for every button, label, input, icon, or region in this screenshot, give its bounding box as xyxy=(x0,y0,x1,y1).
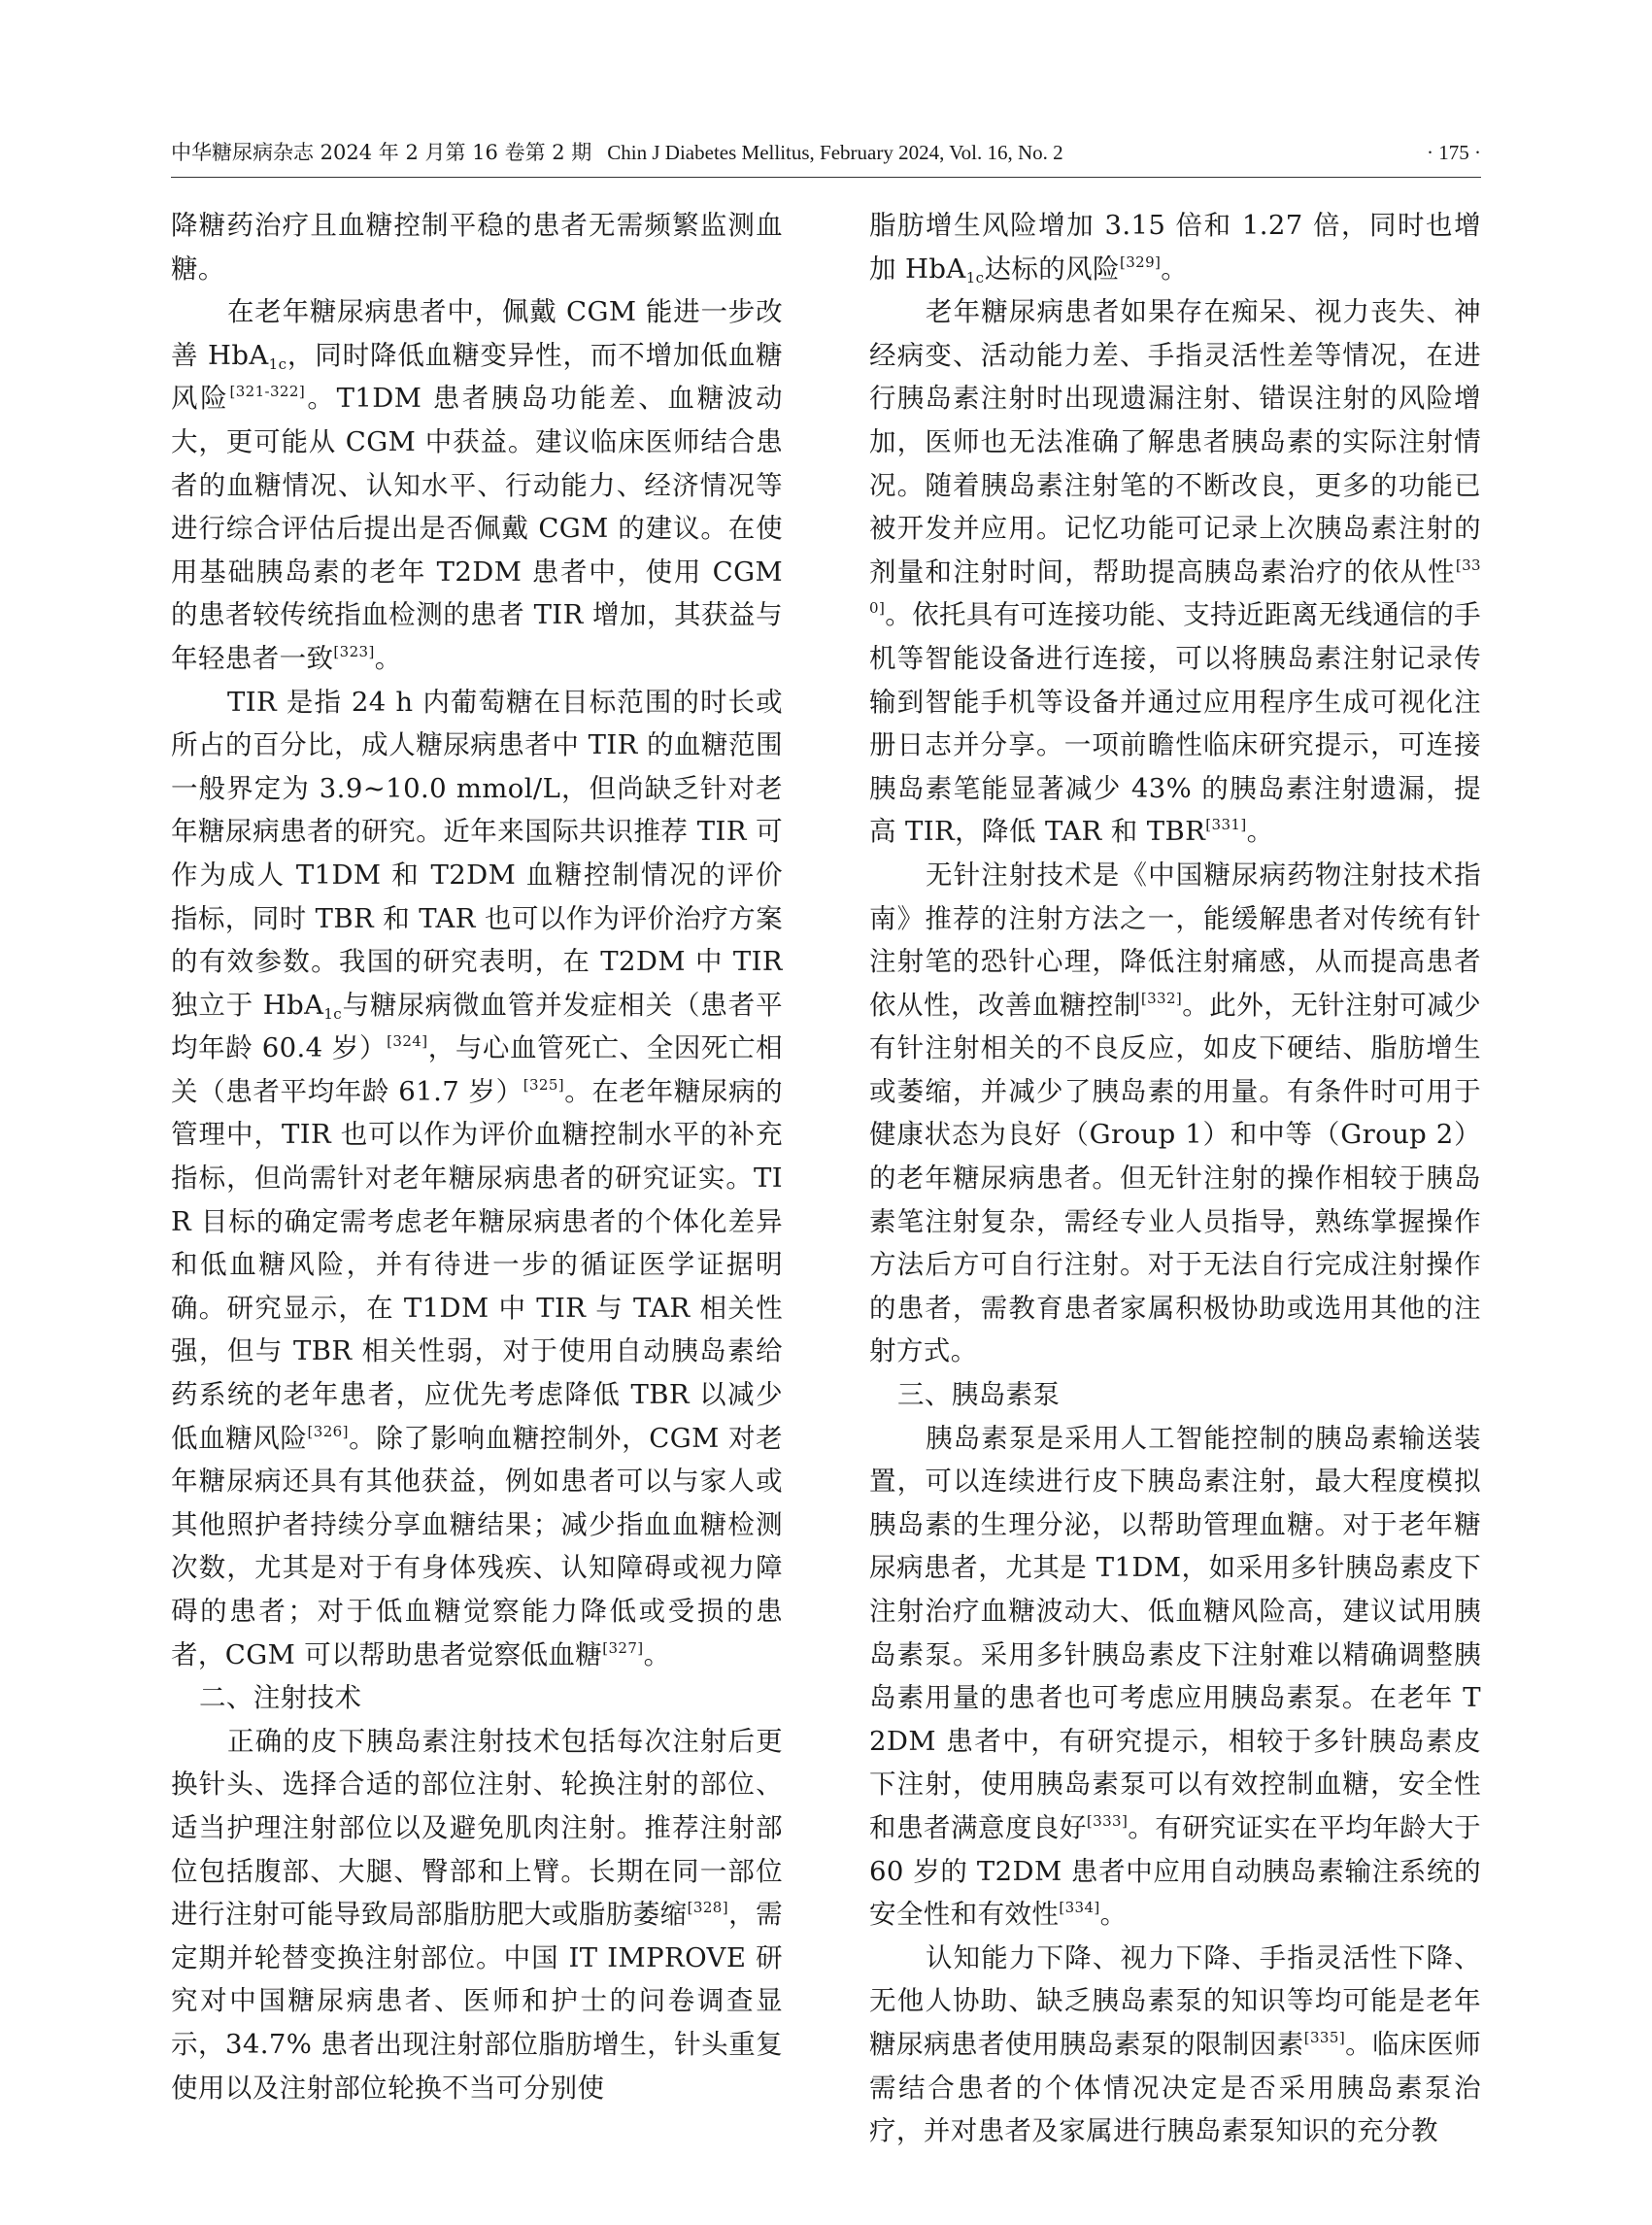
paragraph-text: 正确的皮下胰岛素注射技术包括每次注射后更换针头、选择合适的部位注射、轮换注射的部位、适当护理注射部位以及避免肌肉注射。推荐注射部位包括腹部、大腿、臀部和上臂。长期在同一部位进行注射可能导致局部脂肪肥大或脂肪萎缩 xyxy=(171,1725,783,1931)
paragraph xyxy=(171,204,783,290)
paragraph xyxy=(869,204,1481,290)
right-column xyxy=(869,204,1481,2156)
paragraph-text: 。T1DM 患者胰岛功能差、血糖波动大，更可能从 CGM 中获益。建议临床医师结合患者的血糖情况、认知水平、行动能力、经济情况等进行综合评估后提出是否佩戴 CGM 的建议。在使用基础胰岛素的老年 T2DM 患者中，使用 CGM 的患者较传统指血检测的患者 TIR 增加，其获益与年轻患者一致 xyxy=(171,383,783,674)
citation-ref[interactable]: [331] xyxy=(1205,816,1247,834)
paragraph xyxy=(171,290,783,680)
citation-ref[interactable]: [324] xyxy=(387,1032,428,1051)
paragraph xyxy=(869,1937,1481,2153)
paragraph-text: ，与心血管死亡、全因死亡相关（患者平均年龄 61.7 岁） xyxy=(171,1032,783,1107)
section-heading: 二、注射技术 xyxy=(199,1682,362,1714)
citation-ref[interactable]: [332] xyxy=(1140,989,1183,1007)
paragraph-text: 。有研究证实在平均年龄大于 60 岁的 T2DM 患者中应用自动胰岛素输注系统的安全性和有效性 xyxy=(869,1811,1481,1931)
journal-citation-cn: 中华糖尿病杂志 2024 年 2 月第 16 卷第 2 期 xyxy=(171,141,592,164)
paragraph-text: 胰岛素泵是采用人工智能控制的胰岛素输送装置，可以连续进行皮下胰岛素注射，最大程度模拟胰岛素的生理分泌，以帮助管理血糖。对于老年糖尿病患者，尤其是 T1DM，如采用多针胰岛素皮下注射治疗血糖波动大、低血糖风险高，建议试用胰岛素泵。采用多针胰岛素皮下注射难以精确调整胰岛素用量的患者也可考虑应用胰岛素泵。在老年 T2DM 患者中，有研究提示，相较于多针胰岛素皮下注射，使用胰岛素泵可以有效控制血糖，安全性和患者满意度良好 xyxy=(869,1422,1481,1843)
section-heading: 三、胰岛素泵 xyxy=(897,1379,1061,1411)
citation-ref[interactable]: [335] xyxy=(1303,2028,1346,2046)
paragraph-text: 。临床医师需结合患者的个体情况决定是否采用胰岛素泵治疗，并对患者及家属进行胰岛素泵知识的充分教 xyxy=(869,2028,1481,2147)
citation-ref[interactable]: [329] xyxy=(1119,253,1162,271)
page-number: · 175 · xyxy=(1427,141,1481,164)
left-column xyxy=(171,204,783,2156)
paragraph-text: 达标的风险 xyxy=(984,253,1120,285)
citation-ref[interactable]: [328] xyxy=(687,1899,729,1917)
paragraph xyxy=(869,854,1481,1373)
citation-ref[interactable]: [325] xyxy=(523,1075,565,1094)
paragraph-text: 。除了影响血糖控制外，CGM 对老年糖尿病还具有其他获益，例如患者可以与家人或其他照护者持续分享血糖结果；减少指血血糖检测次数，尤其是对于有身体残疾、认知障碍或视力障碍的患者；对于低血糖觉察能力降低或受损的患者，CGM 可以帮助患者觉察低血糖 xyxy=(171,1422,783,1670)
paragraph-text: 无针注射技术是《中国糖尿病药物注射技术指南》推荐的注射方法之一，能缓解患者对传统有针注射笔的恐针心理，降低注射痛感，从而提高患者依从性，改善血糖控制 xyxy=(869,859,1481,1021)
paragraph-text: 。此外，无针注射可减少有针注射相关的不良反应，如皮下硬结、脂肪增生或萎缩，并减少了胰岛素的用量。有条件时可用于健康状态为良好（Group 1）和中等（Group 2）的老年糖尿病患者。但无针注射的操作相较于胰岛素笔注射复杂，需经专业人员指导，熟练掌握操作方法后方可自行注射。对于无法自行完成注射操作的患者，需教育患者家属积极协助或选用其他的注射方式。 xyxy=(869,989,1481,1367)
paragraph-text: 与糖尿病微血管并发症相关（患者平均年龄 60.4 岁） xyxy=(171,989,783,1064)
citation-ref[interactable]: [323] xyxy=(333,642,375,660)
paragraph-text: ，需定期并轮替变换注射部位。中国 IT IMPROVE 研究对中国糖尿病患者、医师和护士的问卷调查显示，34.7% 患者出现注射部位脂肪增生，针头重复使用以及注射部位轮换不当可分别使 xyxy=(171,1899,783,2104)
paragraph-text: 降糖药治疗且血糖控制平稳的患者无需频繁监测血糖。 xyxy=(171,210,783,285)
paragraph-text: ，同时降低血糖变异性，而不增加低血糖风险 xyxy=(171,339,783,415)
paragraph-text: 老年糖尿病患者如果存在痴呆、视力丧失、神经病变、活动能力差、手指灵活性差等情况，在进行胰岛素注射时出现遗漏注射、错误注射的风险增加，医师也无法准确了解患者胰岛素的实际注射情况。随着胰岛素注射笔的不断改良，更多的功能已被开发并应用。记忆功能可记录上次胰岛素注射的剂量和注射时间，帮助提高胰岛素治疗的依从性 xyxy=(869,296,1481,588)
citation-ref[interactable]: [327] xyxy=(602,1638,644,1657)
paragraph-text: 在老年糖尿病患者中，佩戴 CGM 能进一步改善 HbA xyxy=(171,296,783,371)
paragraph xyxy=(869,290,1481,854)
subscript: 1c xyxy=(965,268,985,287)
citation-ref[interactable]: [333] xyxy=(1086,1811,1129,1830)
paragraph-text: 。 xyxy=(1099,1899,1128,1931)
paragraph-text: 认知能力下降、视力下降、手指灵活性下降、无他人协助、缺乏胰岛素泵的知识等均可能是老年糖尿病患者使用胰岛素泵的限制因素 xyxy=(869,1941,1481,2060)
paragraph-text: 。在老年糖尿病的管理中，TIR 也可以作为评价血糖控制水平的补充指标，但尚需针对老年糖尿病患者的研究证实。TIR 目标的确定需考虑老年糖尿病患者的个体化差异和低血糖风险，并有待进一步的循证医学证据明确。研究显示，在 T1DM 中 TIR 与 TAR 相关性强，但与 TBR 相关性弱，对于使用自动胰岛素给药系统的老年患者，应优先考虑降低 TBR 以减少低血糖风险 xyxy=(171,1075,783,1454)
journal-citation xyxy=(171,138,1063,167)
subscript: 1c xyxy=(268,354,287,373)
journal-citation-en: Chin J Diabetes Mellitus, February 2024, Vol. 16, No. 2 xyxy=(607,141,1063,164)
paragraph-text: 。 xyxy=(1161,253,1189,285)
paragraph-text: 。 xyxy=(643,1638,671,1670)
paragraph-text: TIR 是指 24 h 内葡萄糖在目标范围的时长或所占的百分比，成人糖尿病患者中 TIR 的血糖范围一般界定为 3.9~10.0 mmol/L，但尚缺乏针对老年糖尿病患者的研究。近年来国际共识推荐 TIR 可作为成人 T1DM 和 T2DM 血糖控制情况的评价指标，同时 TBR 和 TAR 也可以作为评价治疗方案的有效参数。我国的研究表明，在 T2DM 中 TIR 独立于 HbA xyxy=(171,686,783,1021)
subscript: 1c xyxy=(323,1004,343,1023)
citation-ref[interactable]: [334] xyxy=(1059,1899,1100,1917)
paragraph-text: 。 xyxy=(1246,816,1274,848)
citation-ref[interactable]: [326] xyxy=(307,1422,349,1440)
paragraph-text: 脂肪增生风险增加 3.15 倍和 1.27 倍，同时也增加 HbA xyxy=(869,210,1481,285)
paragraph xyxy=(171,681,783,1677)
citation-ref[interactable]: [321-322] xyxy=(229,383,306,401)
running-header xyxy=(171,138,1481,178)
paragraph-text: 。依托具有可连接功能、支持近距离无线通信的手机等智能设备进行连接，可以将胰岛素注射记录传输到智能手机等设备并通过应用程序生成可视化注册日志并分享。一项前瞻性临床研究提示，可连接胰岛素笔能显著减少 43% 的胰岛素注射遗漏，提高 TIR，降低 TAR 和 TBR xyxy=(869,599,1481,848)
paragraph-text: 。 xyxy=(374,642,402,674)
paragraph xyxy=(869,1417,1481,1937)
paragraph xyxy=(171,1720,783,2109)
citation-ref[interactable]: [330] xyxy=(869,556,1481,618)
